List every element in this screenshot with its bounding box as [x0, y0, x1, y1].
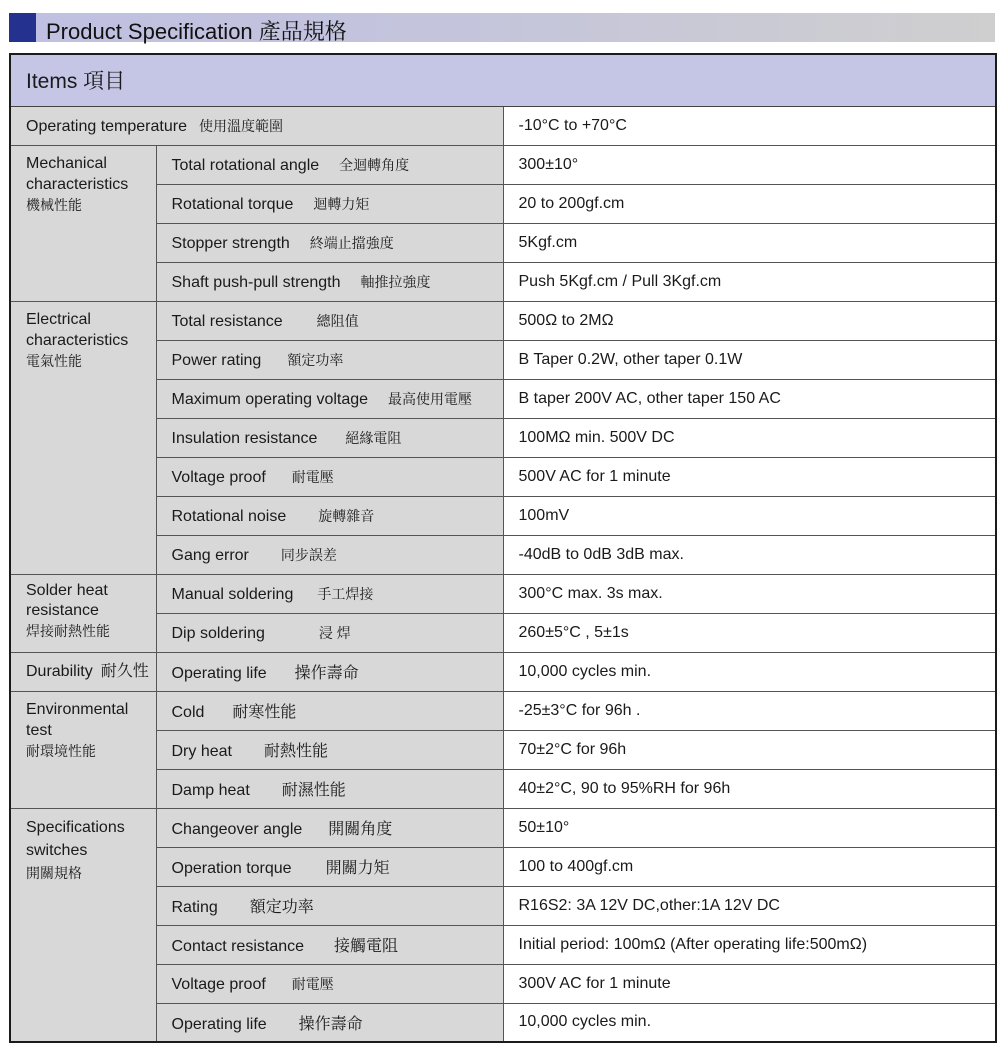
item-en: Contact resistance	[171, 938, 305, 955]
item-en: Total rotational angle	[171, 156, 320, 174]
row-value: 300°C max. 3s max.	[503, 574, 996, 613]
category-name-en: Durability	[26, 663, 93, 680]
item-en: Operating life	[171, 665, 267, 682]
item-zh: 最高使用電壓	[388, 390, 473, 407]
row-value: B taper 200V AC, other taper 150 AC	[503, 379, 996, 418]
item-en: Voltage proof	[171, 468, 266, 486]
item-zh: 額定功率	[249, 899, 314, 916]
category-name-en-2: switches	[26, 841, 88, 859]
row-value: 50±10°	[503, 808, 996, 847]
row-label	[156, 769, 503, 808]
row-value: 100MΩ min. 500V DC	[503, 418, 996, 457]
category-name-en-2: characteristics	[26, 331, 129, 349]
table-row	[10, 223, 996, 262]
table-row	[10, 886, 996, 925]
table-row	[10, 457, 996, 496]
category-environmental	[10, 691, 156, 808]
item-zh: 全迴轉角度	[339, 156, 410, 173]
row-label	[156, 184, 503, 223]
row-label	[10, 106, 503, 145]
row-value: 260±5°C , 5±1s	[503, 613, 996, 652]
item-en: Gang error	[171, 546, 249, 564]
row-label	[156, 418, 503, 457]
table-header-row	[10, 54, 996, 106]
item-en: Total resistance	[171, 312, 283, 330]
section-banner	[9, 13, 995, 42]
row-label	[156, 574, 503, 613]
row-label	[156, 847, 503, 886]
section-title: Product Specification 產品規格	[46, 19, 347, 44]
row-label	[156, 652, 503, 691]
item-en: Damp heat	[171, 782, 250, 799]
row-value: 100 to 400gf.cm	[503, 847, 996, 886]
category-name-en: Mechanical	[26, 154, 107, 172]
row-label	[156, 145, 503, 184]
row-label	[156, 886, 503, 925]
row-value: 20 to 200gf.cm	[503, 184, 996, 223]
item-zh: 終端止擋強度	[309, 234, 394, 251]
item-en: Operation torque	[171, 860, 292, 877]
table-row	[10, 691, 996, 730]
row-label	[156, 691, 503, 730]
category-switches	[10, 808, 156, 1042]
category-name-zh: 耐環境性能	[26, 742, 96, 759]
item-zh: 迴轉力矩	[313, 195, 370, 212]
row-label	[156, 340, 503, 379]
item-zh: 總阻值	[316, 312, 359, 329]
row-value: 500V AC for 1 minute	[503, 457, 996, 496]
item-zh: 絕緣電阻	[345, 429, 402, 446]
row-label	[156, 925, 503, 964]
table-row	[10, 301, 996, 340]
table-row	[10, 496, 996, 535]
row-label	[156, 496, 503, 535]
item-en: Rating	[171, 899, 218, 916]
table-row	[10, 613, 996, 652]
item-zh: 接觸電阻	[334, 938, 399, 955]
row-label	[156, 808, 503, 847]
item-en: Dry heat	[171, 743, 232, 760]
row-label	[156, 379, 503, 418]
row-value: Push 5Kgf.cm / Pull 3Kgf.cm	[503, 262, 996, 301]
table-row	[10, 262, 996, 301]
item-zh: 耐電壓	[291, 468, 334, 485]
row-label	[156, 535, 503, 574]
table-row	[10, 964, 996, 1003]
row-value: R16S2: 3A 12V DC,other:1A 12V DC	[503, 886, 996, 925]
category-durability	[10, 652, 156, 691]
row-label	[156, 223, 503, 262]
item-en: Dip soldering	[171, 624, 265, 642]
item-zh: 操作壽命	[298, 1015, 363, 1033]
item-en: Maximum operating voltage	[171, 390, 369, 408]
row-label	[156, 457, 503, 496]
item-zh: 開關力矩	[325, 860, 390, 877]
item-en: Rotational noise	[171, 507, 287, 525]
table-row	[10, 808, 996, 847]
category-name-en: Specifications	[26, 818, 125, 836]
item-en: Cold	[171, 704, 205, 721]
item-zh: 額定功率	[287, 351, 344, 368]
item-zh: 浸 焊	[318, 624, 351, 641]
item-en: Power rating	[171, 351, 262, 369]
item-zh: 耐濕性能	[281, 782, 346, 799]
category-name-zh: 機械性能	[26, 196, 82, 213]
category-name-en: Solder heat	[26, 581, 108, 599]
category-name-en-2: characteristics	[26, 175, 129, 193]
category-name-zh: 焊接耐熱性能	[26, 622, 110, 639]
row-value: 5Kgf.cm	[503, 223, 996, 262]
row-value: 300V AC for 1 minute	[503, 964, 996, 1003]
table-row	[10, 379, 996, 418]
row-value: Initial period: 100mΩ (After operating life:500mΩ)	[503, 925, 996, 964]
row-value: B Taper 0.2W, other taper 0.1W	[503, 340, 996, 379]
item-en: Manual soldering	[171, 585, 294, 603]
table-row	[10, 574, 996, 613]
table-row	[10, 847, 996, 886]
label-zh: 使用溫度範圍	[198, 117, 283, 134]
item-zh: 軸推拉強度	[360, 273, 431, 290]
row-value: 300±10°	[503, 145, 996, 184]
row-label	[156, 301, 503, 340]
row-value: 40±2°C, 90 to 95%RH for 96h	[503, 769, 996, 808]
table-row	[10, 925, 996, 964]
category-name-zh: 電氣性能	[26, 352, 82, 369]
row-value: -10°C to +70°C	[503, 106, 996, 145]
item-zh: 操作壽命	[294, 665, 359, 682]
row-value: 100mV	[503, 496, 996, 535]
category-name-zh: 耐久性	[100, 663, 149, 680]
row-label	[156, 964, 503, 1003]
item-zh: 耐電壓	[291, 975, 334, 992]
table-row	[10, 340, 996, 379]
table-row	[10, 418, 996, 457]
item-en: Rotational torque	[171, 195, 294, 213]
category-name-en: Electrical	[26, 310, 91, 328]
table-row	[10, 535, 996, 574]
item-zh: 旋轉雜音	[318, 507, 375, 524]
table-row	[10, 106, 996, 145]
specification-table	[9, 53, 997, 1043]
row-label	[156, 1003, 503, 1042]
banner-square-marker	[9, 13, 36, 42]
category-solder-heat	[10, 574, 156, 652]
item-en: Insulation resistance	[171, 429, 318, 447]
item-en: Voltage proof	[171, 975, 266, 993]
category-name-en-2: resistance	[26, 601, 99, 619]
row-value: -40dB to 0dB 3dB max.	[503, 535, 996, 574]
category-name-en: Environmental	[26, 700, 129, 718]
row-value: 500Ω to 2MΩ	[503, 301, 996, 340]
row-label	[156, 262, 503, 301]
item-en: Operating life	[171, 1015, 267, 1033]
item-zh: 同步誤差	[280, 546, 337, 563]
row-value: 70±2°C for 96h	[503, 730, 996, 769]
item-zh: 耐熱性能	[263, 743, 328, 760]
row-value: -25±3°C for 96h .	[503, 691, 996, 730]
table-row	[10, 652, 996, 691]
row-value: 10,000 cycles min.	[503, 1003, 996, 1042]
row-label	[156, 613, 503, 652]
item-en: Changeover angle	[171, 821, 303, 838]
items-header: Items 項目	[10, 54, 996, 106]
row-label	[156, 730, 503, 769]
item-zh: 開關角度	[328, 821, 393, 838]
category-electrical	[10, 301, 156, 574]
label-en: Operating temperature	[26, 117, 187, 135]
item-zh: 手工焊接	[317, 585, 374, 602]
table-row	[10, 769, 996, 808]
category-mechanical	[10, 145, 156, 301]
item-en: Shaft push-pull strength	[171, 273, 341, 291]
table-row	[10, 730, 996, 769]
table-row	[10, 145, 996, 184]
row-value: 10,000 cycles min.	[503, 652, 996, 691]
table-row	[10, 184, 996, 223]
category-name-en-2: test	[26, 721, 52, 739]
item-zh: 耐寒性能	[232, 704, 297, 721]
item-en: Stopper strength	[171, 234, 290, 252]
table-row	[10, 1003, 996, 1042]
category-name-zh: 開關規格	[26, 864, 82, 881]
